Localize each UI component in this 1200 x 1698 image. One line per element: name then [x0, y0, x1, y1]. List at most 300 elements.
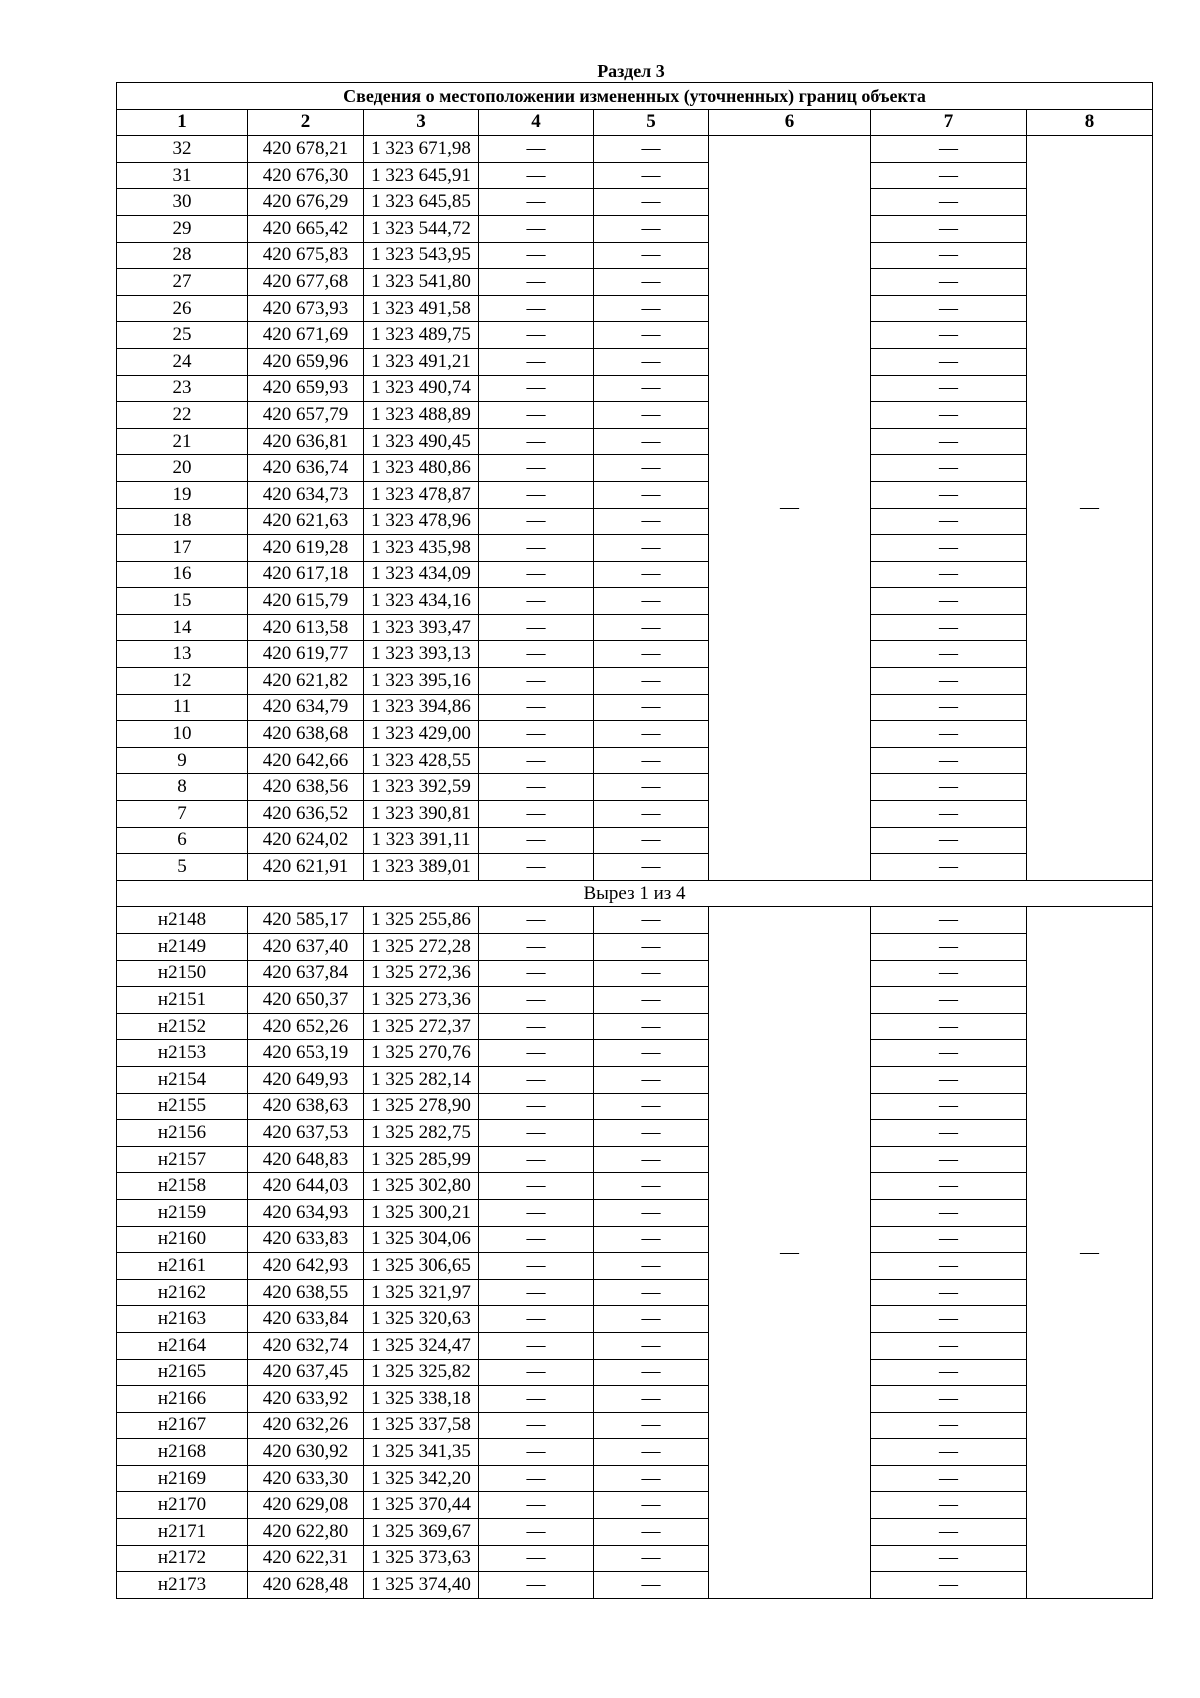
group1-rows — [117, 136, 1153, 881]
column-header: 6 — [709, 109, 871, 136]
y-coordinate-cell: 1 323 488,89 — [364, 402, 479, 429]
point-number-cell: н2162 — [117, 1279, 248, 1306]
point-number-cell: 8 — [117, 774, 248, 801]
x-coordinate-cell: 420 630,92 — [248, 1439, 364, 1466]
table-row — [117, 348, 1153, 375]
point-number-cell: н2168 — [117, 1439, 248, 1466]
col7-cell: — — [871, 1253, 1027, 1280]
table-row — [117, 1066, 1153, 1093]
col5-cell: — — [594, 428, 709, 455]
x-coordinate-cell: 420 659,93 — [248, 375, 364, 402]
table-row — [117, 1465, 1153, 1492]
x-coordinate-cell: 420 671,69 — [248, 322, 364, 349]
col7-cell: — — [871, 827, 1027, 854]
col5-cell: — — [594, 1093, 709, 1120]
x-coordinate-cell: 420 632,74 — [248, 1332, 364, 1359]
col4-cell: — — [479, 322, 594, 349]
col4-cell: — — [479, 189, 594, 216]
point-number-cell: 12 — [117, 668, 248, 695]
x-coordinate-cell: 420 621,63 — [248, 508, 364, 535]
col4-cell: — — [479, 162, 594, 189]
point-number-cell: н2153 — [117, 1040, 248, 1067]
y-coordinate-cell: 1 323 490,45 — [364, 428, 479, 455]
x-coordinate-cell: 420 648,83 — [248, 1146, 364, 1173]
col4-cell: — — [479, 1173, 594, 1200]
col4-cell: — — [479, 960, 594, 987]
point-number-cell: н2152 — [117, 1013, 248, 1040]
table-row — [117, 455, 1153, 482]
col5-cell: — — [594, 375, 709, 402]
x-coordinate-cell: 420 653,19 — [248, 1040, 364, 1067]
x-coordinate-cell: 420 636,52 — [248, 801, 364, 828]
column-header: 4 — [479, 109, 594, 136]
point-number-cell: н2158 — [117, 1173, 248, 1200]
x-coordinate-cell: 420 649,93 — [248, 1066, 364, 1093]
y-coordinate-cell: 1 323 395,16 — [364, 668, 479, 695]
col5-cell: — — [594, 1253, 709, 1280]
col8-merged-cell: — — [1027, 136, 1153, 881]
table-row — [117, 1332, 1153, 1359]
col7-cell: — — [871, 801, 1027, 828]
col5-cell: — — [594, 614, 709, 641]
table-row — [117, 668, 1153, 695]
col7-cell: — — [871, 375, 1027, 402]
y-coordinate-cell: 1 325 282,14 — [364, 1066, 479, 1093]
y-coordinate-cell: 1 323 435,98 — [364, 535, 479, 562]
table-row — [117, 535, 1153, 562]
point-number-cell: н2171 — [117, 1519, 248, 1546]
col5-cell: — — [594, 561, 709, 588]
point-number-cell: 25 — [117, 322, 248, 349]
boundary-table — [116, 82, 1153, 1599]
point-number-cell: 16 — [117, 561, 248, 588]
y-coordinate-cell: 1 325 278,90 — [364, 1093, 479, 1120]
col4-cell: — — [479, 295, 594, 322]
col7-cell: — — [871, 162, 1027, 189]
col7-cell: — — [871, 1412, 1027, 1439]
x-coordinate-cell: 420 650,37 — [248, 987, 364, 1014]
col7-cell: — — [871, 508, 1027, 535]
table-row — [117, 428, 1153, 455]
y-coordinate-cell: 1 323 428,55 — [364, 747, 479, 774]
y-coordinate-cell: 1 325 306,65 — [364, 1253, 479, 1280]
x-coordinate-cell: 420 638,63 — [248, 1093, 364, 1120]
x-coordinate-cell: 420 637,84 — [248, 960, 364, 987]
col7-cell: — — [871, 561, 1027, 588]
table-row — [117, 1519, 1153, 1546]
table-row — [117, 269, 1153, 296]
table-row — [117, 1359, 1153, 1386]
col4-cell: — — [479, 1120, 594, 1147]
y-coordinate-cell: 1 325 342,20 — [364, 1465, 479, 1492]
y-coordinate-cell: 1 325 302,80 — [364, 1173, 479, 1200]
point-number-cell: 26 — [117, 295, 248, 322]
x-coordinate-cell: 420 585,17 — [248, 907, 364, 934]
col7-cell: — — [871, 242, 1027, 269]
col4-cell: — — [479, 508, 594, 535]
col7-cell: — — [871, 1439, 1027, 1466]
table-row — [117, 801, 1153, 828]
col8-merged-cell: — — [1027, 907, 1153, 1598]
x-coordinate-cell: 420 657,79 — [248, 402, 364, 429]
x-coordinate-cell: 420 659,96 — [248, 348, 364, 375]
col5-cell: — — [594, 215, 709, 242]
point-number-cell: н2167 — [117, 1412, 248, 1439]
table-row — [117, 641, 1153, 668]
y-coordinate-cell: 1 323 434,16 — [364, 588, 479, 615]
col7-cell: — — [871, 1519, 1027, 1546]
table-row — [117, 960, 1153, 987]
y-coordinate-cell: 1 323 394,86 — [364, 694, 479, 721]
col4-cell: — — [479, 1519, 594, 1546]
table-row — [117, 1306, 1153, 1333]
col5-cell: — — [594, 1332, 709, 1359]
point-number-cell: н2166 — [117, 1386, 248, 1413]
col4-cell: — — [479, 1492, 594, 1519]
y-coordinate-cell: 1 323 434,09 — [364, 561, 479, 588]
col7-cell: — — [871, 747, 1027, 774]
col7-cell: — — [871, 348, 1027, 375]
x-coordinate-cell: 420 624,02 — [248, 827, 364, 854]
y-coordinate-cell: 1 325 369,67 — [364, 1519, 479, 1546]
col4-cell: — — [479, 428, 594, 455]
x-coordinate-cell: 420 633,30 — [248, 1465, 364, 1492]
col5-cell: — — [594, 402, 709, 429]
col5-cell: — — [594, 827, 709, 854]
point-number-cell: 29 — [117, 215, 248, 242]
col4-cell: — — [479, 1226, 594, 1253]
col4-cell: — — [479, 1359, 594, 1386]
col5-cell: — — [594, 801, 709, 828]
table-row — [117, 1146, 1153, 1173]
point-number-cell: н2172 — [117, 1545, 248, 1572]
col7-cell: — — [871, 854, 1027, 881]
col7-cell: — — [871, 934, 1027, 961]
col5-cell: — — [594, 1412, 709, 1439]
col5-cell: — — [594, 1013, 709, 1040]
col7-cell: — — [871, 1226, 1027, 1253]
col5-cell: — — [594, 1226, 709, 1253]
y-coordinate-cell: 1 325 374,40 — [364, 1572, 479, 1599]
col7-cell: — — [871, 269, 1027, 296]
y-coordinate-cell: 1 325 255,86 — [364, 907, 479, 934]
col5-cell: — — [594, 694, 709, 721]
y-coordinate-cell: 1 323 392,59 — [364, 774, 479, 801]
col5-cell: — — [594, 1572, 709, 1599]
x-coordinate-cell: 420 676,30 — [248, 162, 364, 189]
col7-cell: — — [871, 721, 1027, 748]
col5-cell: — — [594, 322, 709, 349]
col7-cell: — — [871, 428, 1027, 455]
point-number-cell: н2156 — [117, 1120, 248, 1147]
col5-cell: — — [594, 747, 709, 774]
col4-cell: — — [479, 1199, 594, 1226]
point-number-cell: н2155 — [117, 1093, 248, 1120]
x-coordinate-cell: 420 634,79 — [248, 694, 364, 721]
col4-cell: — — [479, 1572, 594, 1599]
table-row — [117, 136, 1153, 163]
point-number-cell: 20 — [117, 455, 248, 482]
table-row — [117, 1545, 1153, 1572]
point-number-cell: н2160 — [117, 1226, 248, 1253]
col5-cell: — — [594, 1146, 709, 1173]
col4-cell: — — [479, 801, 594, 828]
col5-cell: — — [594, 535, 709, 562]
table-row — [117, 1093, 1153, 1120]
col7-cell: — — [871, 1279, 1027, 1306]
page-title: Раздел 3 — [597, 61, 665, 81]
col4-cell: — — [479, 535, 594, 562]
column-header: 1 — [117, 109, 248, 136]
col7-cell: — — [871, 614, 1027, 641]
y-coordinate-cell: 1 323 480,86 — [364, 455, 479, 482]
y-coordinate-cell: 1 325 321,97 — [364, 1279, 479, 1306]
point-number-cell: н2169 — [117, 1465, 248, 1492]
col5-cell: — — [594, 588, 709, 615]
col7-cell: — — [871, 535, 1027, 562]
col7-cell: — — [871, 1093, 1027, 1120]
x-coordinate-cell: 420 638,55 — [248, 1279, 364, 1306]
x-coordinate-cell: 420 633,84 — [248, 1306, 364, 1333]
point-number-cell: 10 — [117, 721, 248, 748]
x-coordinate-cell: 420 642,93 — [248, 1253, 364, 1280]
table-row — [117, 508, 1153, 535]
x-coordinate-cell: 420 621,91 — [248, 854, 364, 881]
col7-cell: — — [871, 481, 1027, 508]
table-row — [117, 295, 1153, 322]
col7-cell: — — [871, 1040, 1027, 1067]
col4-cell: — — [479, 694, 594, 721]
col5-cell: — — [594, 136, 709, 163]
table-row — [117, 854, 1153, 881]
y-coordinate-cell: 1 323 490,74 — [364, 375, 479, 402]
table-row — [117, 1253, 1153, 1280]
col4-cell: — — [479, 1306, 594, 1333]
col5-cell: — — [594, 295, 709, 322]
y-coordinate-cell: 1 323 645,91 — [364, 162, 479, 189]
x-coordinate-cell: 420 622,80 — [248, 1519, 364, 1546]
col5-cell: — — [594, 907, 709, 934]
col7-cell: — — [871, 455, 1027, 482]
y-coordinate-cell: 1 323 541,80 — [364, 269, 479, 296]
col4-cell: — — [479, 1279, 594, 1306]
point-number-cell: н2149 — [117, 934, 248, 961]
table-row — [117, 402, 1153, 429]
col5-cell: — — [594, 668, 709, 695]
col4-cell: — — [479, 747, 594, 774]
x-coordinate-cell: 420 637,45 — [248, 1359, 364, 1386]
col7-cell: — — [871, 588, 1027, 615]
col7-cell: — — [871, 295, 1027, 322]
table-row — [117, 1120, 1153, 1147]
y-coordinate-cell: 1 325 272,36 — [364, 960, 479, 987]
y-coordinate-cell: 1 323 429,00 — [364, 721, 479, 748]
y-coordinate-cell: 1 323 543,95 — [364, 242, 479, 269]
col7-cell: — — [871, 694, 1027, 721]
table-row — [117, 747, 1153, 774]
table-row — [117, 774, 1153, 801]
point-number-cell: 24 — [117, 348, 248, 375]
col4-cell: — — [479, 1040, 594, 1067]
table-row — [117, 1279, 1153, 1306]
point-number-cell: 11 — [117, 694, 248, 721]
point-number-cell: 17 — [117, 535, 248, 562]
y-coordinate-cell: 1 323 478,87 — [364, 481, 479, 508]
col4-cell: — — [479, 774, 594, 801]
col7-cell: — — [871, 987, 1027, 1014]
table-row — [117, 481, 1153, 508]
point-number-cell: 18 — [117, 508, 248, 535]
col4-cell: — — [479, 1465, 594, 1492]
col5-cell: — — [594, 721, 709, 748]
y-coordinate-cell: 1 323 491,21 — [364, 348, 479, 375]
col4-cell: — — [479, 348, 594, 375]
x-coordinate-cell: 420 636,74 — [248, 455, 364, 482]
point-number-cell: н2165 — [117, 1359, 248, 1386]
col4-cell: — — [479, 1545, 594, 1572]
col4-cell: — — [479, 242, 594, 269]
y-coordinate-cell: 1 323 544,72 — [364, 215, 479, 242]
x-coordinate-cell: 420 636,81 — [248, 428, 364, 455]
col7-cell: — — [871, 1492, 1027, 1519]
col7-cell: — — [871, 1146, 1027, 1173]
col5-cell: — — [594, 641, 709, 668]
table-row — [117, 162, 1153, 189]
col4-cell: — — [479, 987, 594, 1014]
col5-cell: — — [594, 987, 709, 1014]
x-coordinate-cell: 420 621,82 — [248, 668, 364, 695]
col5-cell: — — [594, 934, 709, 961]
column-header: 7 — [871, 109, 1027, 136]
table-row — [117, 1412, 1153, 1439]
col7-cell: — — [871, 907, 1027, 934]
col7-cell: — — [871, 1465, 1027, 1492]
col5-cell: — — [594, 1040, 709, 1067]
col7-cell: — — [871, 1359, 1027, 1386]
col7-cell: — — [871, 215, 1027, 242]
x-coordinate-cell: 420 677,68 — [248, 269, 364, 296]
point-number-cell: н2157 — [117, 1146, 248, 1173]
point-number-cell: 6 — [117, 827, 248, 854]
column-header-row — [117, 109, 1153, 136]
col4-cell: — — [479, 1439, 594, 1466]
y-coordinate-cell: 1 323 645,85 — [364, 189, 479, 216]
col7-cell: — — [871, 1120, 1027, 1147]
x-coordinate-cell: 420 617,18 — [248, 561, 364, 588]
table-row — [117, 1439, 1153, 1466]
y-coordinate-cell: 1 325 338,18 — [364, 1386, 479, 1413]
x-coordinate-cell: 420 637,53 — [248, 1120, 364, 1147]
col5-cell: — — [594, 1120, 709, 1147]
point-number-cell: 22 — [117, 402, 248, 429]
x-coordinate-cell: 420 615,79 — [248, 588, 364, 615]
col5-cell: — — [594, 455, 709, 482]
table-row — [117, 1226, 1153, 1253]
point-number-cell: н2163 — [117, 1306, 248, 1333]
col7-cell: — — [871, 960, 1027, 987]
point-number-cell: 14 — [117, 614, 248, 641]
column-header: 2 — [248, 109, 364, 136]
section-label-row — [117, 880, 1153, 907]
y-coordinate-cell: 1 325 300,21 — [364, 1199, 479, 1226]
y-coordinate-cell: 1 325 285,99 — [364, 1146, 479, 1173]
table-row — [117, 375, 1153, 402]
point-number-cell: 23 — [117, 375, 248, 402]
y-coordinate-cell: 1 325 325,82 — [364, 1359, 479, 1386]
table-row — [117, 987, 1153, 1014]
col7-cell: — — [871, 136, 1027, 163]
x-coordinate-cell: 420 678,21 — [248, 136, 364, 163]
y-coordinate-cell: 1 325 272,37 — [364, 1013, 479, 1040]
y-coordinate-cell: 1 325 370,44 — [364, 1492, 479, 1519]
col7-cell: — — [871, 668, 1027, 695]
y-coordinate-cell: 1 323 478,96 — [364, 508, 479, 535]
col6-merged-cell: — — [709, 907, 871, 1598]
point-number-cell: н2148 — [117, 907, 248, 934]
column-header: 3 — [364, 109, 479, 136]
col7-cell: — — [871, 189, 1027, 216]
y-coordinate-cell: 1 323 390,81 — [364, 801, 479, 828]
col7-cell: — — [871, 774, 1027, 801]
col5-cell: — — [594, 481, 709, 508]
y-coordinate-cell: 1 323 391,11 — [364, 827, 479, 854]
col5-cell: — — [594, 854, 709, 881]
x-coordinate-cell: 420 676,29 — [248, 189, 364, 216]
col7-cell: — — [871, 1306, 1027, 1333]
col7-cell: — — [871, 1386, 1027, 1413]
point-number-cell: 27 — [117, 269, 248, 296]
point-number-cell: 32 — [117, 136, 248, 163]
x-coordinate-cell: 420 634,73 — [248, 481, 364, 508]
x-coordinate-cell: 420 633,83 — [248, 1226, 364, 1253]
col4-cell: — — [479, 1253, 594, 1280]
col7-cell: — — [871, 1199, 1027, 1226]
col4-cell: — — [479, 375, 594, 402]
y-coordinate-cell: 1 323 491,58 — [364, 295, 479, 322]
col4-cell: — — [479, 588, 594, 615]
group2-rows — [117, 907, 1153, 1598]
point-number-cell: н2151 — [117, 987, 248, 1014]
x-coordinate-cell: 420 628,48 — [248, 1572, 364, 1599]
table-row — [117, 588, 1153, 615]
x-coordinate-cell: 420 619,28 — [248, 535, 364, 562]
y-coordinate-cell: 1 323 489,75 — [364, 322, 479, 349]
table-row — [117, 934, 1153, 961]
y-coordinate-cell: 1 325 320,63 — [364, 1306, 479, 1333]
col4-cell: — — [479, 721, 594, 748]
point-number-cell: н2164 — [117, 1332, 248, 1359]
table-row — [117, 242, 1153, 269]
col4-cell: — — [479, 614, 594, 641]
point-number-cell: н2173 — [117, 1572, 248, 1599]
col4-cell: — — [479, 854, 594, 881]
col4-cell: — — [479, 1332, 594, 1359]
col5-cell: — — [594, 1545, 709, 1572]
point-number-cell: 30 — [117, 189, 248, 216]
x-coordinate-cell: 420 675,83 — [248, 242, 364, 269]
col5-cell: — — [594, 162, 709, 189]
y-coordinate-cell: 1 325 373,63 — [364, 1545, 479, 1572]
x-coordinate-cell: 420 638,56 — [248, 774, 364, 801]
x-coordinate-cell: 420 633,92 — [248, 1386, 364, 1413]
point-number-cell: 28 — [117, 242, 248, 269]
point-number-cell: 21 — [117, 428, 248, 455]
y-coordinate-cell: 1 325 272,28 — [364, 934, 479, 961]
y-coordinate-cell: 1 323 389,01 — [364, 854, 479, 881]
col7-cell: — — [871, 1572, 1027, 1599]
table-row — [117, 694, 1153, 721]
col5-cell: — — [594, 1199, 709, 1226]
